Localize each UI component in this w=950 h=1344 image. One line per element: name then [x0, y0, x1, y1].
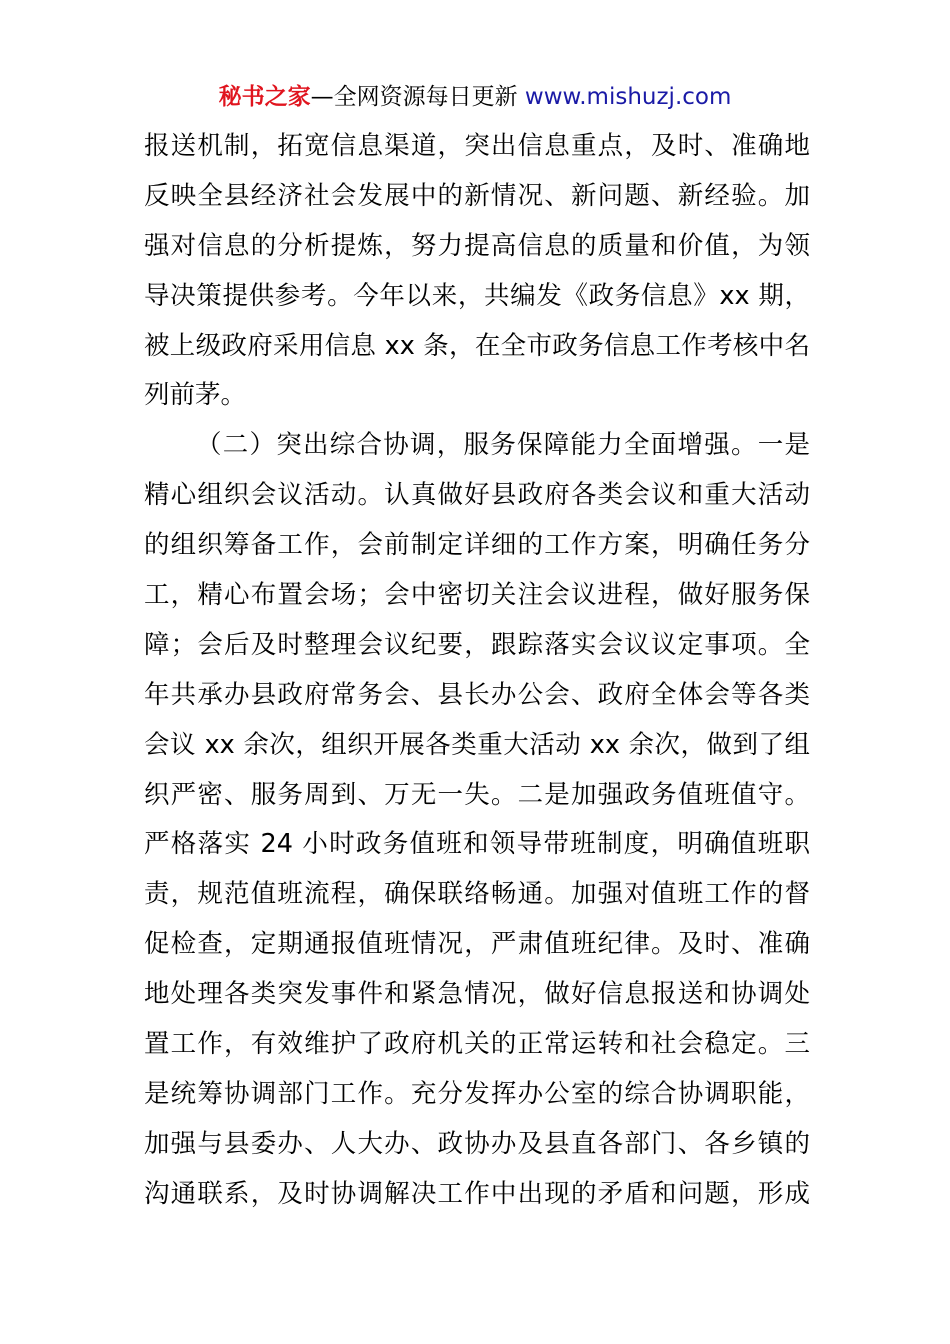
site-header [0, 80, 950, 114]
paragraph-line: 工，精心布置会场；会中密切关注会议进程，做好服务保 [144, 580, 810, 611]
paragraph-line: 列前茅。 [144, 380, 247, 411]
paragraph-line: 会议 xx 余次，组织开展各类重大活动 xx 余次，做到了组 [144, 729, 810, 760]
site-url-link[interactable]: www.mishuzj.com [524, 84, 732, 110]
paragraph-line: 加强与县委办、人大办、政协办及县直各部门、各乡镇的 [144, 1128, 810, 1159]
site-tagline: —全网资源每日更新 [310, 84, 518, 110]
paragraph-line: 责，规范值班流程，确保联络畅通。加强对值班工作的督 [144, 879, 810, 910]
paragraph-line: 障；会后及时整理会议纪要，跟踪落实会议议定事项。全 [144, 629, 810, 660]
paragraph-line: 导决策提供参考。今年以来，共编发《政务信息》xx 期， [144, 280, 810, 311]
paragraph-line: 沟通联系，及时协调解决工作中出现的矛盾和问题，形成 [144, 1178, 810, 1209]
paragraph-line: 的组织筹备工作，会前制定详细的工作方案，明确任务分 [144, 530, 810, 561]
paragraph-line: 是统筹协调部门工作。充分发挥办公室的综合协调职能， [144, 1078, 810, 1109]
paragraph-line: 年共承办县政府常务会、县长办公会、政府全体会等各类 [144, 679, 810, 710]
site-brand: 秘书之家 [218, 84, 311, 110]
paragraph-line: 精心组织会议活动。认真做好县政府各类会议和重大活动 [144, 480, 810, 511]
paragraph-line: 被上级政府采用信息 xx 条，在全市政务信息工作考核中名 [144, 330, 810, 361]
paragraph-line: 促检查，定期通报值班情况，严肃值班纪律。及时、准确 [144, 929, 810, 960]
section-heading-line: （二）突出综合协调，服务保障能力全面增强。一是 [196, 430, 810, 461]
paragraph-line: 严格落实 24 小时政务值班和领导带班制度，明确值班职 [144, 829, 810, 860]
paragraph-line: 强对信息的分析提炼，努力提高信息的质量和价值，为领 [144, 230, 810, 261]
document-body [144, 122, 810, 1220]
paragraph-line: 报送机制，拓宽信息渠道，突出信息重点，及时、准确地 [144, 131, 810, 161]
paragraph-line: 地处理各类突发事件和紧急情况，做好信息报送和协调处 [144, 979, 810, 1010]
paragraph-line: 织严密、服务周到、万无一失。二是加强政务值班值守。 [144, 779, 810, 810]
paragraph-line: 反映全县经济社会发展中的新情况、新问题、新经验。加 [144, 180, 810, 211]
paragraph-line: 置工作，有效维护了政府机关的正常运转和社会稳定。三 [144, 1029, 810, 1060]
